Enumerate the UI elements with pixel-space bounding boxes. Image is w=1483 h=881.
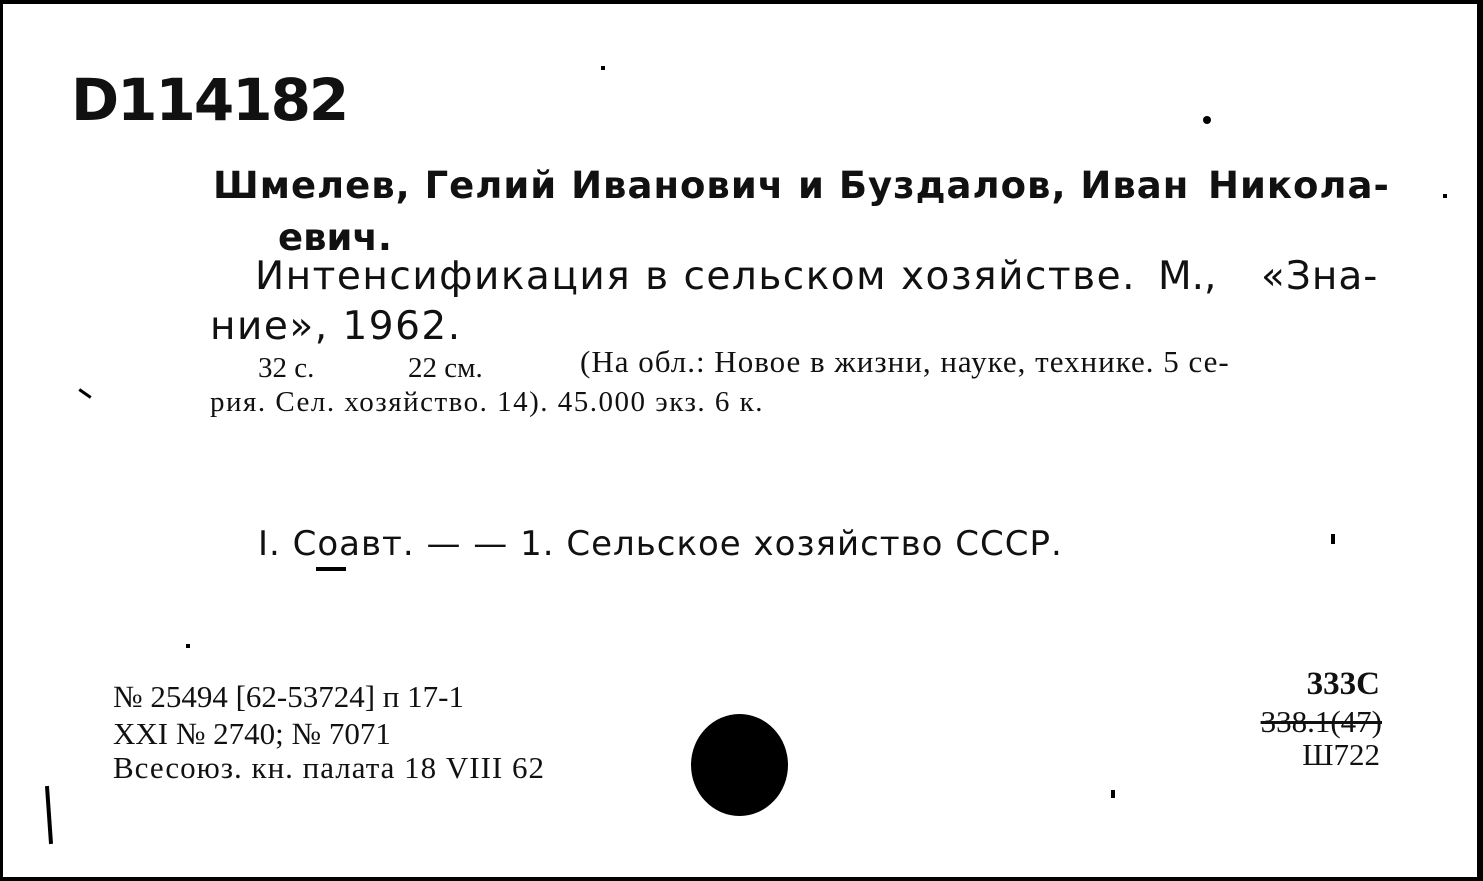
speck (1111, 790, 1115, 798)
author-line-2: евич. (278, 216, 392, 259)
classification-2: 338.1(47) (1260, 704, 1382, 739)
title-place: М., (1158, 254, 1217, 299)
note-line-2: XXI № 2740; № 7071 (113, 716, 391, 751)
speck (1331, 534, 1335, 544)
speck (45, 786, 53, 844)
note-line-1: № 25494 [62-53724] п 17-1 (113, 679, 464, 714)
catalog-card (3, 4, 1477, 877)
title-line-1: Интенсификация в сельском хозяйстве. (255, 254, 1136, 299)
description-series: (На обл.: Новое в жизни, науке, технике. 5 се- (580, 344, 1230, 379)
title-publisher-start: «Зна- (1261, 254, 1379, 299)
speck (1203, 116, 1211, 124)
classification-3: Ш722 (1302, 737, 1380, 772)
note-line-3: Всесоюз. кн. палата 18 VIII 62 (113, 750, 546, 785)
author-line-1: Шмелев, Гелий Иванович и Буздалов, Иван (213, 164, 1190, 207)
author-line-1-end: Никола- (1208, 164, 1390, 207)
description-size: 22 см. (408, 352, 483, 384)
speck (316, 567, 346, 571)
title-line-2: ние», 1962. (210, 304, 462, 349)
speck (601, 66, 605, 70)
speck (186, 644, 190, 648)
inventory-number: D114182 (71, 66, 348, 134)
tracing-line: I. Соавт. — — 1. Сельское хозяйство СССР. (258, 524, 1063, 564)
description-line-2: рия. Сел. хозяйство. 14). 45.000 экз. 6 к. (210, 386, 765, 418)
speck (1443, 194, 1447, 198)
punch-hole (691, 714, 788, 816)
classification-1: 333С (1306, 666, 1380, 702)
description-pages: 32 с. (258, 352, 315, 384)
speck (78, 388, 91, 398)
